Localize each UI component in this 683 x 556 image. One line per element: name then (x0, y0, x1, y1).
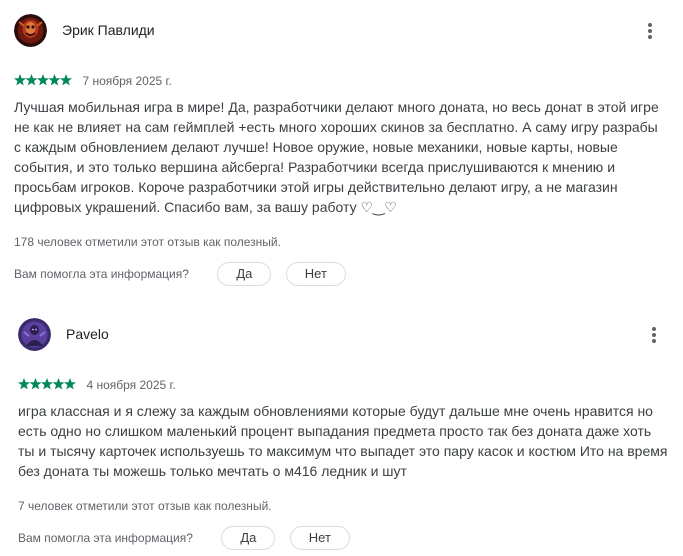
avatar (14, 14, 47, 47)
more-vert-icon (652, 327, 656, 331)
helpful-count: 7 человек отметили этот отзыв как полезный. (18, 499, 272, 513)
dark-red-game-character-avatar-icon (14, 14, 47, 47)
helpful-yes-button[interactable]: Да (221, 526, 275, 550)
more-options-button[interactable] (640, 321, 668, 349)
helpful-yes-button[interactable]: Да (217, 262, 271, 286)
review-meta (14, 72, 172, 88)
helpful-no-button[interactable]: Нет (290, 526, 350, 550)
more-vert-icon (648, 23, 652, 27)
helpful-question-row (14, 262, 346, 288)
review-header (18, 318, 668, 352)
avatar (18, 318, 51, 351)
review-date: 7 ноября 2025 г. (82, 73, 172, 88)
star-rating (14, 74, 72, 86)
helpful-no-button[interactable]: Нет (286, 262, 346, 286)
review-text: игра классная и я слежу за каждым обновлениями которые будут дальше мне очень нравится но есть одно но слишком маленький процент выпадания предмета просто так без доната даже хоть ты и тысячу карточек используешь то максимум что выпадет это пару касок и костюм Ито на время без доната ты можешь только мечтать о м416 ледник и шут (18, 403, 668, 479)
author-name: Эрик Павлиди (62, 22, 155, 38)
author-name: Pavelo (66, 326, 109, 342)
helpful-count: 178 человек отметили этот отзыв как полезный. (14, 235, 281, 249)
review-meta (18, 376, 176, 392)
review-header (14, 14, 664, 48)
star-rating (18, 378, 76, 390)
review-text: Лучшая мобильная игра в мире! Да, разработчики делают много доната, но весь донат в этой игре не как не влияет на сам геймплей +есть много хороших скинов за бесплатно. А саму игру разрабы с каждым обновлением делают лучше! Новое оружие, новые механики, новые карты, новые события, и это только вершина айсберга! Разработчики всегда прислушиваются к мнению и просьбам игроков. Короче разработчики этой игры действительно делают игру, а не магазин цифровых украшений. Спасибо вам, за вашу работу ♡‿♡ (14, 99, 659, 215)
helpful-question: Вам помогла эта информация? (14, 267, 189, 281)
helpful-question: Вам помогла эта информация? (18, 531, 193, 545)
more-options-button[interactable] (636, 17, 664, 45)
helpful-question-row (18, 526, 350, 552)
review-date: 4 ноября 2025 г. (86, 377, 176, 392)
purple-dark-character-avatar-icon (18, 318, 51, 351)
